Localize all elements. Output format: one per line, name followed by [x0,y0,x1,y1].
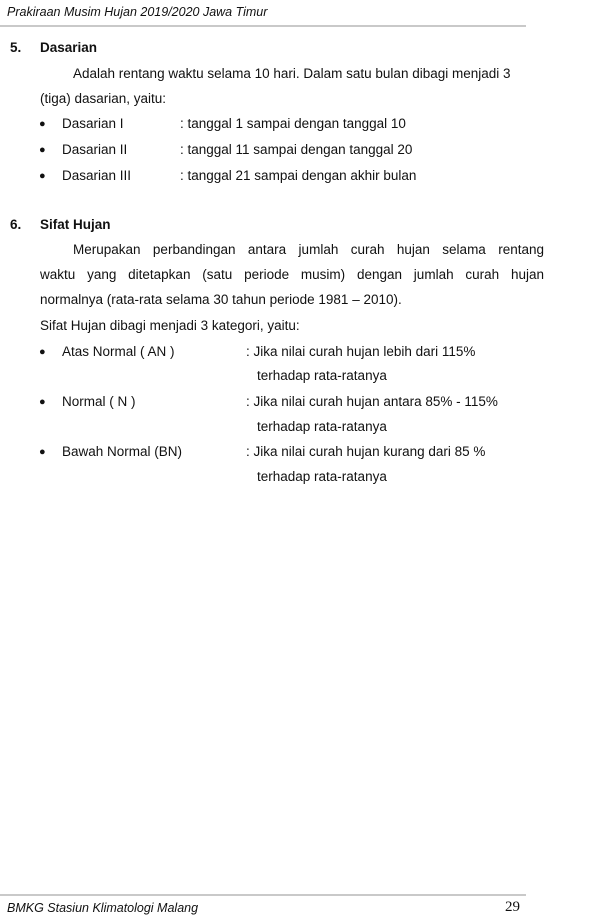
dasarian-item-desc: : tanggal 11 sampai dengan tanggal 20 [180,142,413,157]
footer-title: BMKG Stasiun Klimatologi Malang [7,901,199,915]
section-6-intro: Sifat Hujan dibagi menjadi 3 kategori, yaitu: [40,318,300,333]
bullet-icon: ● [39,396,46,408]
sifat-hujan-item-label: Bawah Normal (BN) [62,444,183,459]
sifat-hujan-item-desc-cont: terhadap rata-ratanya [257,419,387,434]
dasarian-item-desc: : tanggal 1 sampai dengan tanggal 10 [180,116,406,131]
sifat-hujan-item-desc: : Jika nilai curah hujan lebih dari 115% [246,344,476,359]
section-6-paragraph-line-1: Merupakan perbandingan antara jumlah curah hujan selama rentang [73,242,544,257]
dasarian-item-label: Dasarian II [62,142,128,157]
section-6-paragraph-line-2: waktu yang ditetapkan (satu periode musim) dengan jumlah curah hujan [40,267,544,282]
sifat-hujan-item-desc-cont: terhadap rata-ratanya [257,368,387,383]
page-number: 29 [505,899,520,915]
section-6-paragraph-line-3: normalnya (rata-rata selama 30 tahun periode 1981 – 2010). [40,292,402,307]
section-5-paragraph-line-2: (tiga) dasarian, yaitu: [40,91,167,106]
section-5-number: 5. [10,40,22,55]
sifat-hujan-item-desc-cont: terhadap rata-ratanya [257,469,387,484]
section-5-title: Dasarian [40,40,98,55]
bullet-icon: ● [39,170,46,182]
sifat-hujan-item-label: Normal ( N ) [62,394,136,409]
header-divider [0,25,526,27]
dasarian-item-label: Dasarian I [62,116,124,131]
sifat-hujan-item-desc: : Jika nilai curah hujan kurang dari 85 % [246,444,486,459]
sifat-hujan-item-desc: : Jika nilai curah hujan antara 85% - 115% [246,394,498,409]
header-title: Prakiraan Musim Hujan 2019/2020 Jawa Timur [7,5,268,19]
section-5-paragraph-line-1: Adalah rentang waktu selama 10 hari. Dalam satu bulan dibagi menjadi 3 [73,66,511,81]
bullet-icon: ● [39,118,46,130]
bullet-icon: ● [39,446,46,458]
sifat-hujan-item-label: Atas Normal ( AN ) [62,344,175,359]
bullet-icon: ● [39,346,46,358]
footer-divider [0,894,526,896]
section-6-number: 6. [10,217,22,232]
section-6-title: Sifat Hujan [40,217,111,232]
bullet-icon: ● [39,144,46,156]
dasarian-item-desc: : tanggal 21 sampai dengan akhir bulan [180,168,417,183]
dasarian-item-label: Dasarian III [62,168,132,183]
